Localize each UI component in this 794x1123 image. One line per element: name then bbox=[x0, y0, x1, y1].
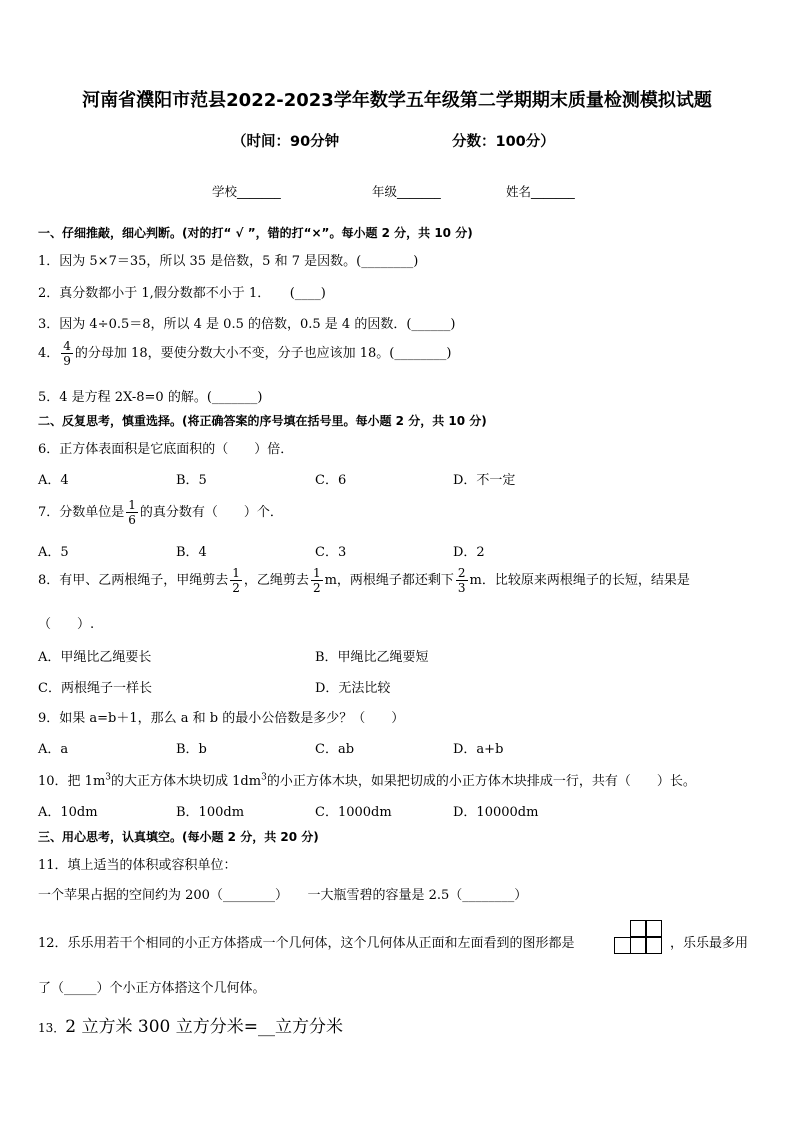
grade-field[interactable]: 年级_______ bbox=[372, 184, 441, 199]
figure-square-bottom-left bbox=[614, 937, 631, 954]
question-12: 12．乐乐用若干个相同的小正方体搭成一个几何体，这个几何体从正面和左面看到的图形都是 bbox=[38, 936, 575, 951]
question-5: 5．4 是方程 2X-8=0 的解。(_______) bbox=[38, 390, 263, 405]
fraction-2-3: $\frac{2}{3}$ bbox=[457, 566, 466, 595]
question-6: 6．正方体表面积是它底面积的（ ）倍． bbox=[38, 442, 294, 457]
question-9: 9．如果 a=b＋1，那么 a 和 b 的最小公倍数是多少？（ ） bbox=[38, 711, 405, 726]
section-1-heading: 一、仔细推敲，细心判断。(对的打“ √ ”，错的打“×”。每小题 2 分，共 10 分) bbox=[38, 226, 473, 240]
fraction-4-9: $\frac{4}{9}$ bbox=[63, 339, 71, 368]
figure-square-bottom-middle bbox=[630, 937, 647, 954]
figure-square-top-middle bbox=[630, 920, 647, 937]
question-11-line: 一个苹果占据的空间约为 200（________） 一大瓶雪碧的容量是 2.5（________） bbox=[38, 888, 528, 903]
fraction-1-2: $\frac{1}{2}$ bbox=[232, 566, 240, 595]
page-title: 河南省濮阳市范县2022-2023学年数学五年级第二学期期末质量检测模拟试题 bbox=[82, 90, 712, 111]
name-field[interactable]: 姓名_______ bbox=[506, 184, 575, 199]
q9-option-a: A．a bbox=[38, 742, 69, 757]
fraction-1-2-b: $\frac{1}{2}$ bbox=[312, 566, 321, 595]
q6-option-d: D．不一定 bbox=[453, 473, 516, 488]
q7-option-a: A．5 bbox=[38, 545, 69, 560]
q10-option-d: D．10000dm bbox=[453, 805, 539, 820]
question-13-number: 13． bbox=[38, 1021, 66, 1035]
school-field[interactable]: 学校_______ bbox=[212, 184, 281, 199]
question-8: 8．有甲、乙两根绳子，甲绳剪去 $\frac{1}{2}$ ，乙绳剪去 $\frac{1}{2}$ m，两根绳子都还剩下 $\frac{2}{3}$ m．比较原来两根绳子的长短，结果是 bbox=[38, 566, 690, 595]
question-4-text: 的分母加 18，要使分数大小不变，分子也应该加 18。(________) bbox=[74, 346, 452, 361]
question-13 bbox=[38, 1012, 343, 1037]
figure-square-top-right bbox=[645, 920, 662, 937]
q8-option-a: A．甲绳比乙绳要长 bbox=[38, 650, 152, 665]
question-10: 10．把 $1m^3$的大正方体木块切成 $1dm^3$的小正方体木块，如果把切成的小正方体木块排成一行，共有（ ）长。 bbox=[38, 772, 696, 789]
exam-time: （时间：90分钟 bbox=[232, 134, 340, 150]
question-13-text: 2 立方米 300 立方分米=__立方分米 bbox=[65, 1017, 343, 1037]
section-3-heading: 三、用心思考，认真填空。(每小题 2 分，共 20 分) bbox=[38, 830, 319, 844]
q9-option-d: D．a+b bbox=[453, 742, 504, 757]
question-2: 2．真分数都小于 1,假分数都不小于 1． (____) bbox=[38, 286, 326, 301]
exam-score: 分数：100分） bbox=[452, 134, 555, 150]
question-8-line2: （ ）. bbox=[38, 617, 95, 632]
question-7-tail: 的真分数有（ ）个． bbox=[139, 505, 283, 520]
figure-square-bottom-right bbox=[645, 937, 662, 954]
q10-option-a: A．10dm bbox=[38, 805, 98, 820]
question-4 bbox=[38, 339, 451, 368]
question-3: 3．因为 4÷0.5＝8，所以 4 是 0.5 的倍数，0.5 是 4 的因数．(______) bbox=[38, 317, 456, 332]
q7-option-b: B．4 bbox=[176, 545, 207, 560]
q8-option-b: B．甲绳比乙绳要短 bbox=[315, 650, 429, 665]
section-2-heading: 二、反复思考，慎重选择。(将正确答案的序号填在括号里。每小题 2 分，共 10 分) bbox=[38, 414, 487, 428]
q6-option-c: C．6 bbox=[315, 473, 347, 488]
q10-option-c: C．1000dm bbox=[315, 805, 392, 820]
q7-option-c: C．3 bbox=[315, 545, 347, 560]
question-12-line2: 了（_____）个小正方体搭这个几何体。 bbox=[38, 981, 266, 996]
question-12-tail: ，乐乐最多用 bbox=[670, 936, 749, 951]
question-7-text: 7．分数单位是 bbox=[38, 505, 125, 520]
question-4-number: 4． bbox=[38, 346, 60, 361]
question-11: 11．填上适当的体积或容积单位： bbox=[38, 858, 237, 873]
q10-option-b: B．100dm bbox=[176, 805, 245, 820]
q9-option-c: C．ab bbox=[315, 742, 355, 757]
question-1: 1．因为 5×7＝35，所以 35 是倍数，5 和 7 是因数。(________) bbox=[38, 254, 419, 269]
q9-option-b: B．b bbox=[176, 742, 207, 757]
q6-option-b: B．5 bbox=[176, 473, 207, 488]
q6-option-a: A．4 bbox=[38, 473, 69, 488]
fraction-1-6: $\frac{1}{6}$ bbox=[128, 498, 136, 527]
q8-option-d: D．无法比较 bbox=[315, 681, 391, 696]
question-7 bbox=[38, 498, 283, 527]
q7-option-d: D．2 bbox=[453, 545, 485, 560]
q8-option-c: C．两根绳子一样长 bbox=[38, 681, 152, 696]
